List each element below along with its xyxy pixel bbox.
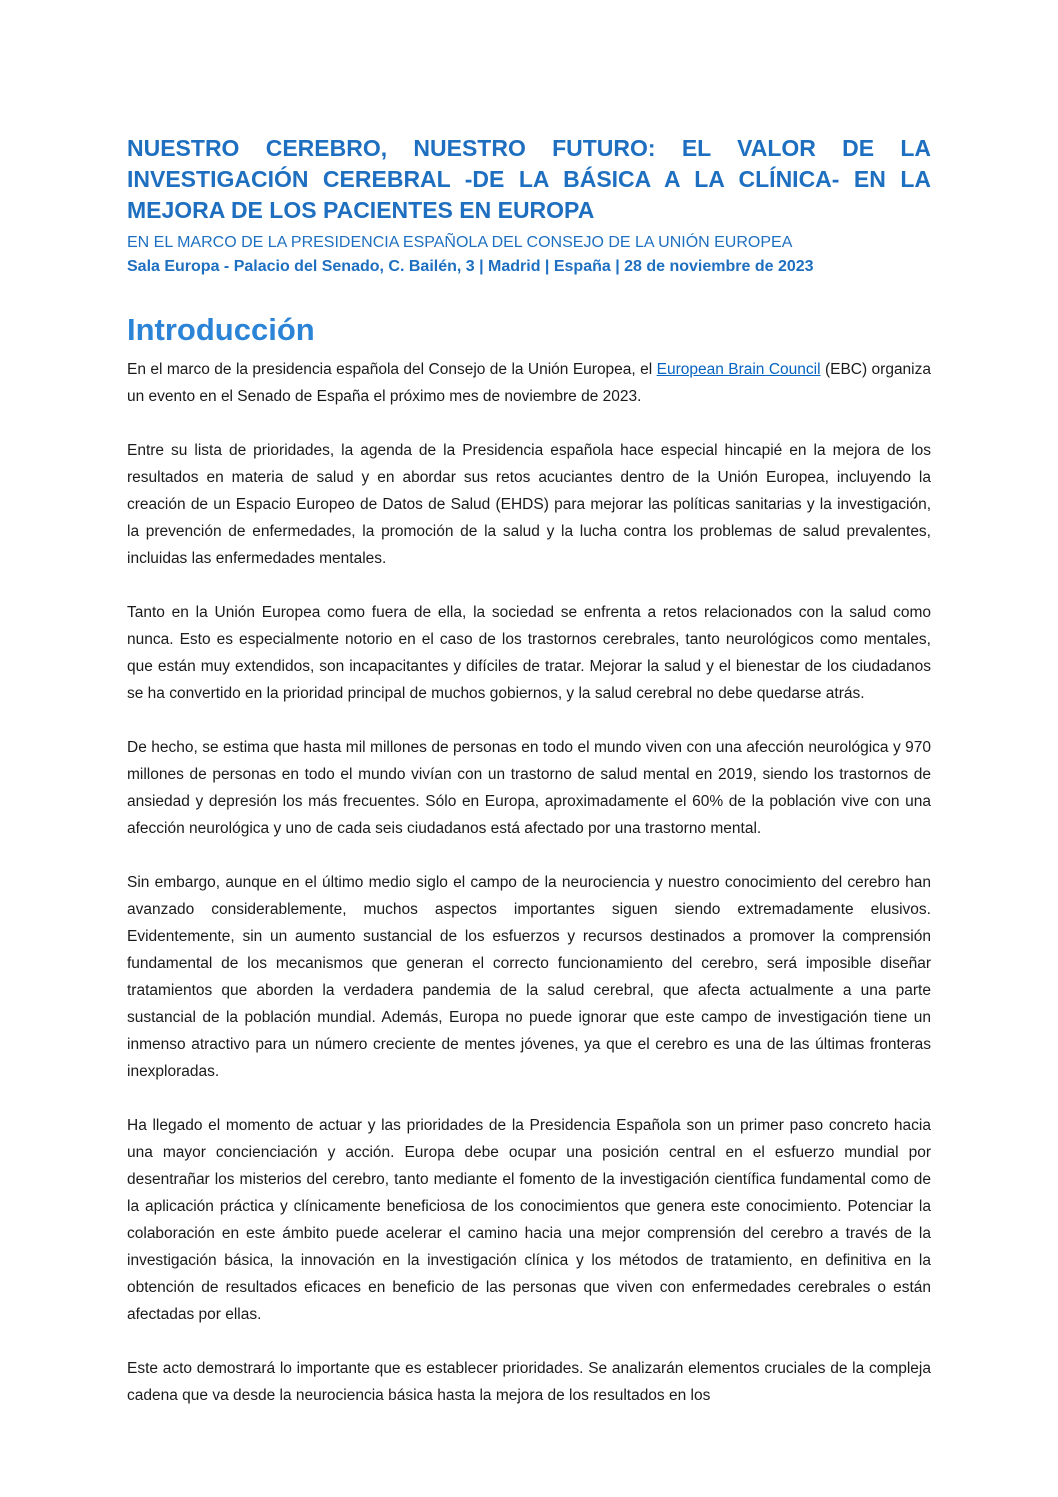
paragraph-event-purpose: Este acto demostrará lo importante que es establecer prioridades. Se analizarán elementos cruciales de la compleja cadena que va desde la neurociencia básica hasta la mejora de los resultados en los xyxy=(127,1360,931,1404)
european-brain-council-link[interactable]: European Brain Council xyxy=(656,361,821,378)
paragraph-global-statistics: De hecho, se estima que hasta mil millones de personas en todo el mundo viven con una afección neurológica y 970 millones de personas en todo el mundo vivían con un trastorno de salud mental en 2019, siendo los trastornos de ansiedad y depresión los más frecuentes. Sólo en Europa, aproximadamente el 60% de la población vive con una afección neurológica y uno de cada seis ciudadanos está afectado por una trastorno mental. xyxy=(127,739,931,837)
document-subtitle: EN EL MARCO DE LA PRESIDENCIA ESPAÑOLA DEL CONSEJO DE LA UNIÓN EUROPEA xyxy=(127,234,793,251)
paragraph-priorities-agenda: Entre su lista de prioridades, la agenda de la Presidencia española hace especial hincapié en la mejora de los resultados en materia de salud y en abordar sus retos acuciantes dentro de la Unión Europea, incluyendo la creación de un Espacio Europeo de Datos de Salud (EHDS) para mejorar las políticas sanitarias y la investigación, la prevención de enfermedades, la promoción de la salud y la lucha contra los problemas de salud prevalentes, incluidas las enfermedades mentales. xyxy=(127,442,931,567)
event-venue-date-line: Sala Europa - Palacio del Senado, C. Bailén, 3 | Madrid | España | 28 de noviembre de 2023 xyxy=(127,258,814,275)
paragraph-neuroscience-progress: Sin embargo, aunque en el último medio siglo el campo de la neurociencia y nuestro conocimiento del cerebro han avanzado considerablemente, muchos aspectos importantes siguen siendo extremadamente elusivos. Evidentemente, sin un aumento sustancial de los esfuerzos y recursos destinados a promover la comprensión fundamental de los mecanismos que generan el correcto funcionamiento del cerebro, será imposible diseñar tratamientos que aborden la verdadera pandemia de la salud cerebral, que afecta actualmente a una parte sustancial de la población mundial. Además, Europa no puede ignorar que este campo de investigación tiene un inmenso atractivo para un número creciente de mentes jóvenes, ya que el cerebro es una de las últimas fronteras inexploradas. xyxy=(127,874,931,1080)
paragraph-time-to-act: Ha llegado el momento de actuar y las prioridades de la Presidencia Española son un primer paso concreto hacia una mayor concienciación y acción. Europa debe ocupar una posición central en el esfuerzo mundial por desentrañar los misterios del cerebro, tanto mediante el fomento de la investigación científica fundamental como de la aplicación práctica y clínicamente beneficiosa de los conocimientos que genera este conocimiento. Potenciar la colaboración en este ámbito puede acelerar el camino hacia una mejor comprensión del cerebro a través de la investigación básica, la innovación en la investigación clínica y los métodos de tratamiento, en definitiva en la obtención de resultados eficaces en beneficio de las personas que viven con enfermedades cerebrales o están afectadas por ellas. xyxy=(127,1117,931,1323)
document-header xyxy=(127,133,931,278)
section-heading-introduccion: Introducción xyxy=(127,312,315,347)
paragraph-intro-text-after-link: (EBC) organiza un evento en el Senado de España el próximo mes de noviembre de 2023. xyxy=(127,361,931,405)
paragraph-intro-text-before-link: En el marco de la presidencia española del Consejo de la Unión Europea, el xyxy=(127,361,657,378)
document-title: NUESTRO CEREBRO, NUESTRO FUTURO: EL VALOR DE LA INVESTIGACIÓN CEREBRAL -DE LA BÁSICA A LA CLÍNICA- EN LA MEJORA DE LOS PACIENTES EN EUROPA xyxy=(127,135,931,223)
paragraph-intro xyxy=(127,356,931,410)
paragraph-society-health-challenges: Tanto en la Unión Europea como fuera de ella, la sociedad se enfrenta a retos relacionados con la salud como nunca. Esto es especialmente notorio en el caso de los trastornos cerebrales, tanto neurológicos como mentales, que están muy extendidos, son incapacitantes y difíciles de tratar. Mejorar la salud y el bienestar de los ciudadanos se ha convertido en la prioridad principal de muchos gobiernos, y la salud cerebral no debe quedarse atrás. xyxy=(127,604,931,702)
